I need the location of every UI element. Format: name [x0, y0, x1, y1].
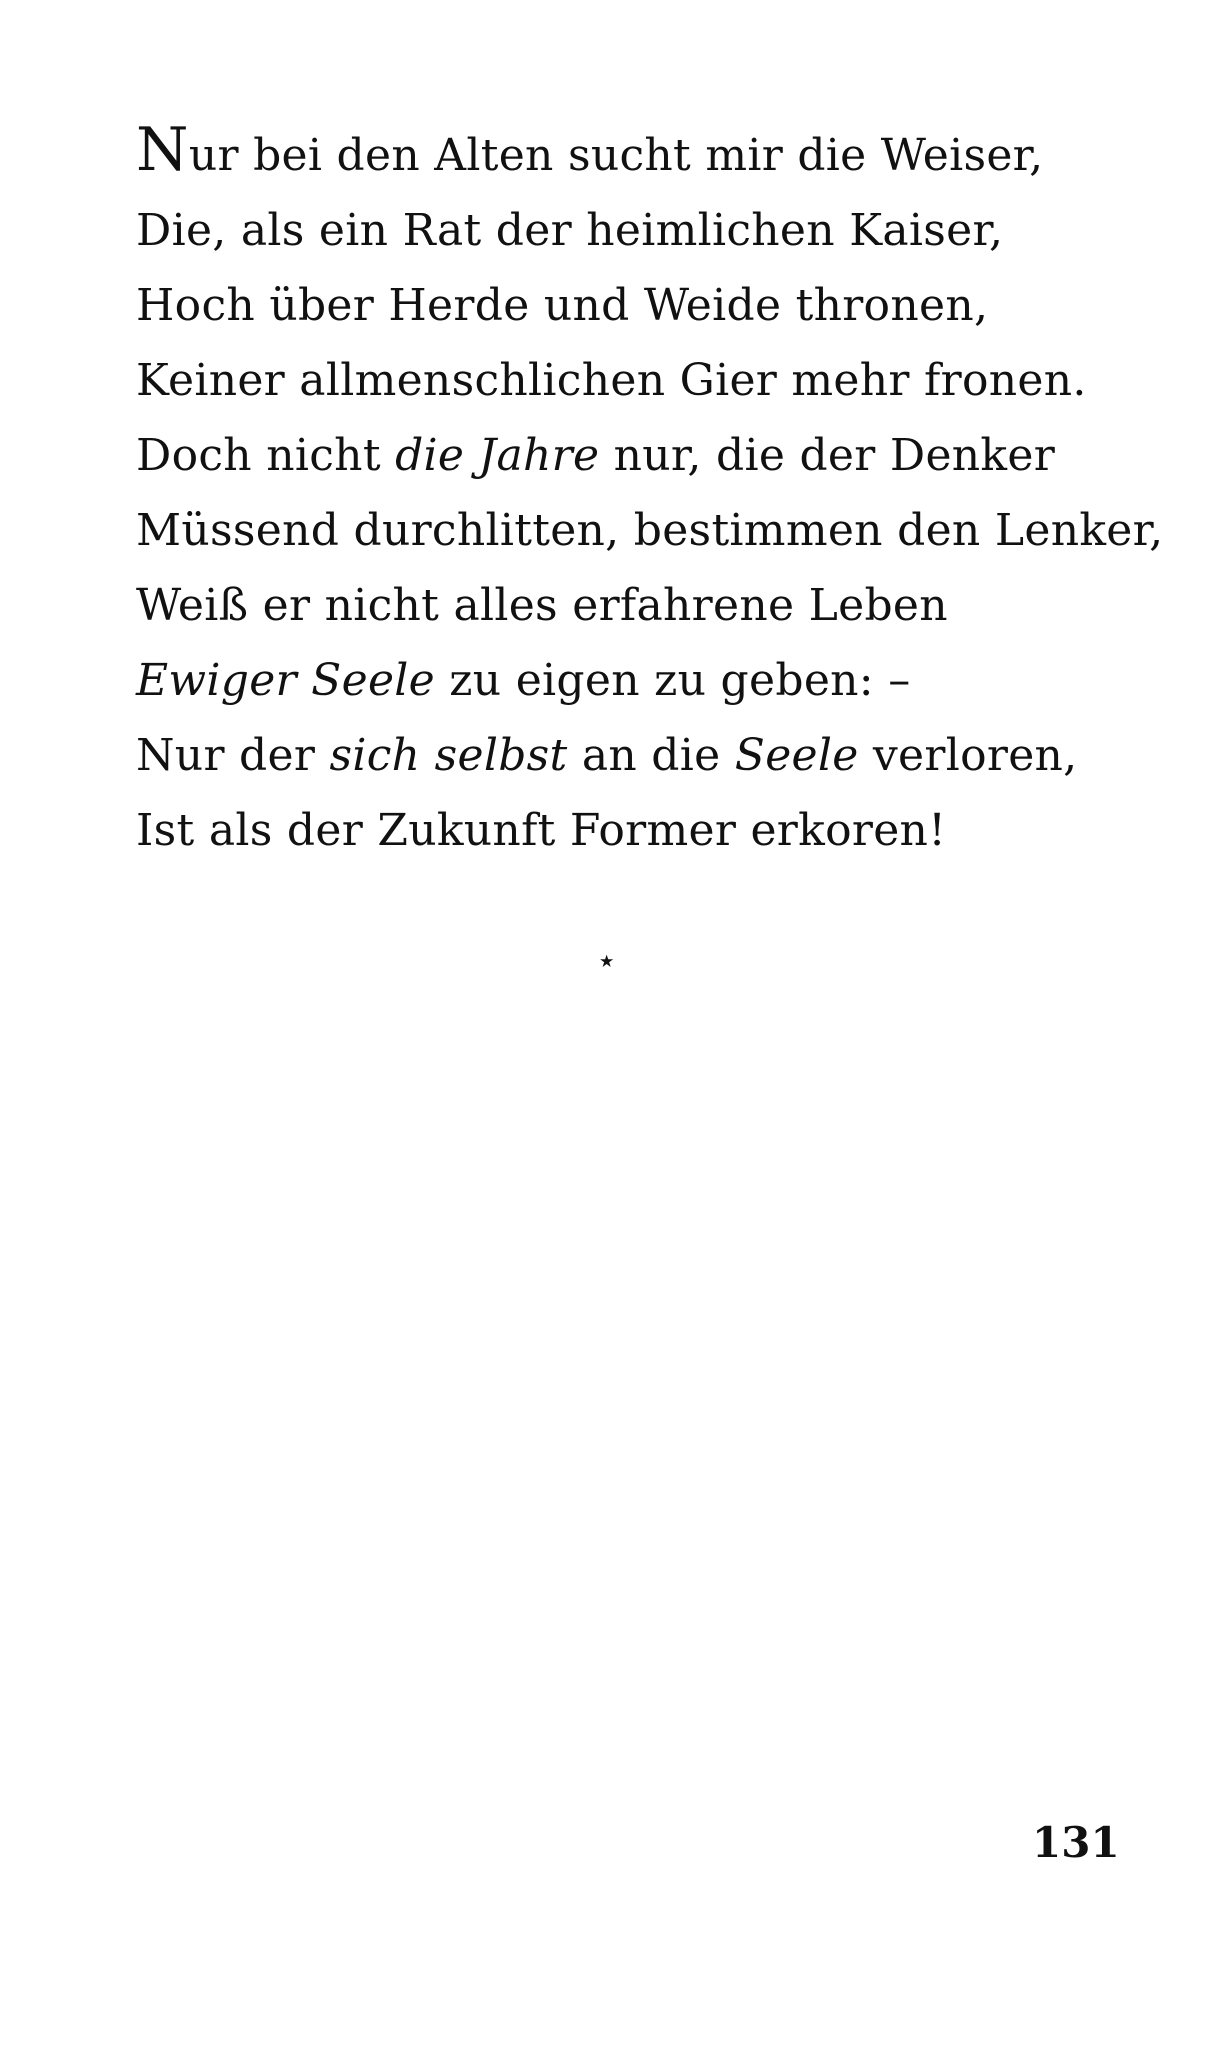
poem-line: [136, 793, 1136, 868]
poem-line: [136, 418, 1136, 493]
poem-segment: zu eigen zu geben: –: [435, 655, 911, 706]
poem-line: [136, 115, 1136, 193]
poem-segment: nur, die der Denker: [599, 430, 1056, 481]
poem-segment: Weiß er nicht alles erfahrene Leben: [136, 580, 948, 631]
poem-line: [136, 343, 1136, 418]
poem-text: [136, 115, 1164, 868]
poem-line: [136, 268, 1136, 343]
poem-line: [136, 718, 1136, 793]
poem-segment: verloren,: [858, 730, 1078, 781]
poem-segment: an die: [567, 730, 735, 781]
poem-line: [136, 193, 1136, 268]
poem-emphasis: sich selbst: [329, 730, 568, 781]
poem-line: [136, 493, 1164, 568]
section-separator-star: ⋆: [596, 941, 618, 981]
page-number: 131: [1032, 1818, 1120, 1867]
poem-segment: Keiner allmenschlichen Gier mehr fronen.: [136, 355, 1087, 406]
poem-segment: Doch nicht: [136, 430, 396, 481]
poem-emphasis: die Jahre: [395, 430, 600, 481]
poem-segment: Müssend durchlitten, bestimmen den Lenker,: [136, 505, 1164, 556]
poem-segment: Nur der: [136, 730, 330, 781]
poem-segment: Ist als der Zukunft Former erkoren!: [136, 805, 947, 856]
poem-emphasis: Ewiger Seele: [136, 655, 436, 706]
poem-segment: Die, als ein Rat der heimlichen Kaiser,: [136, 205, 1004, 256]
poem-segment: Hoch über Herde und Weide thronen,: [136, 280, 989, 331]
poem-segment: ur bei den Alten sucht mir die Weiser,: [188, 130, 1044, 181]
poem-line: [136, 568, 1136, 643]
drop-cap: N: [136, 115, 189, 185]
poem-emphasis: Seele: [734, 730, 859, 781]
poem-line: [136, 643, 1136, 718]
